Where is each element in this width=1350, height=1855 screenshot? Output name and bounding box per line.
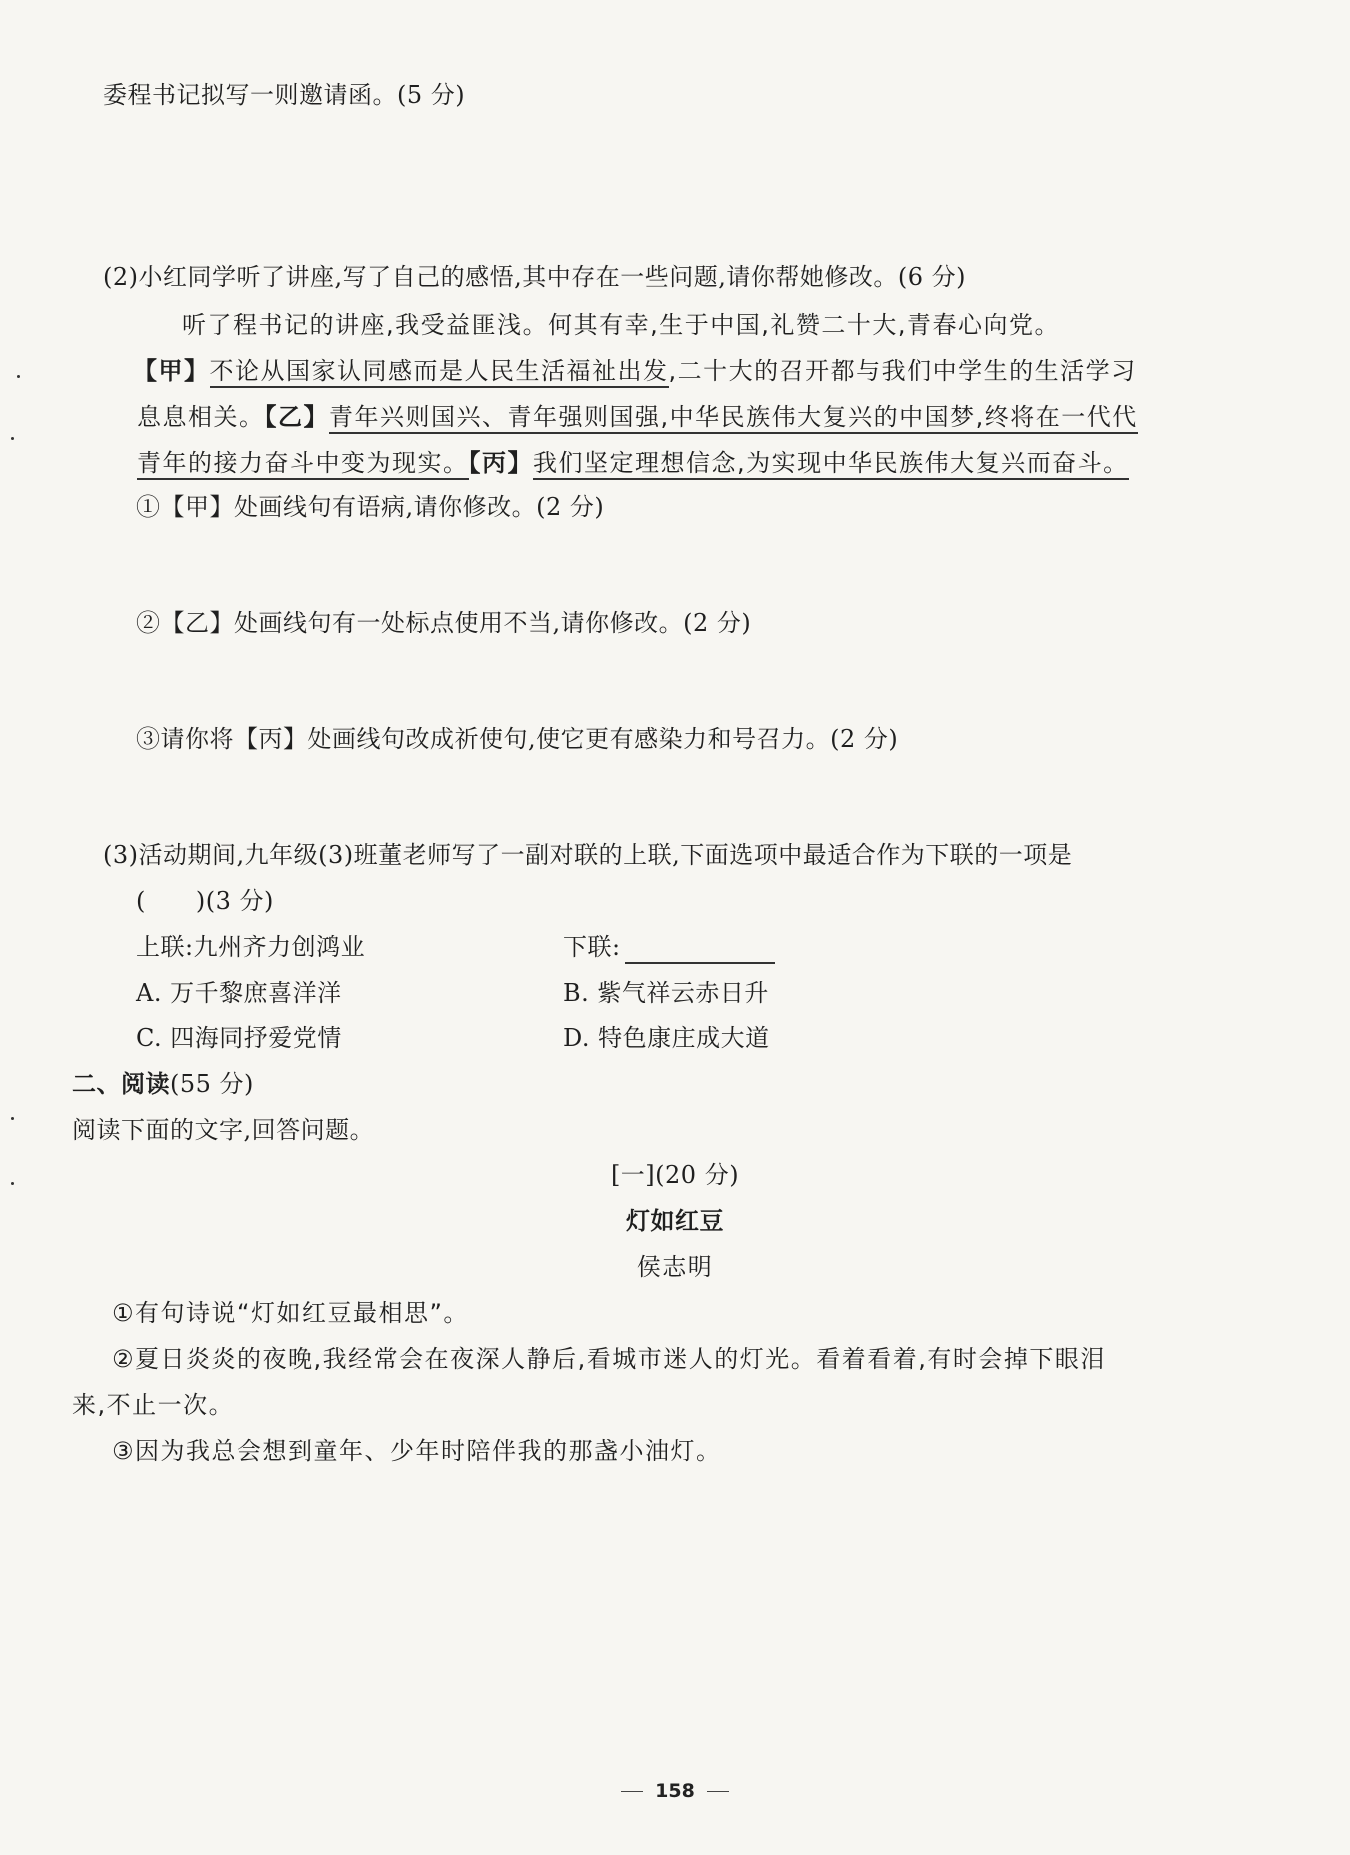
passage-line-1: 听了程书记的讲座,我受益匪浅。何其有幸,生于中国,礼赞二十大,青春心向党。 [182, 311, 1061, 339]
q1-tail: 委程书记拟写一则邀请函。(5 分) [103, 81, 466, 109]
option-b: B. 紫气祥云赤日升 [563, 979, 769, 1007]
q2-sub2: ②【乙】处画线句有一处标点使用不当,请你修改。(2 分) [136, 609, 752, 637]
margin-dot [17, 375, 20, 378]
paren-open: ( [136, 887, 146, 915]
option-d: D. 特色康庄成大道 [563, 1024, 770, 1052]
lower-couplet [563, 930, 775, 964]
tag-yi: 【乙】 [264, 403, 329, 431]
part-label: [一](20 分) [610, 1161, 740, 1189]
q2-sub3: ③请你将【丙】处画线句改成祈使句,使它更有感染力和号召力。(2 分) [136, 725, 899, 753]
option-a: A. 万千黎庶喜洋洋 [136, 979, 342, 1007]
paragraph-3: ③因为我总会想到童年、少年时陪伴我的那盏小油灯。 [112, 1437, 722, 1465]
paragraph-2-line-2: 来,不止一次。 [72, 1391, 235, 1419]
passage-line-2 [133, 354, 1137, 388]
paren-close: )(3 分) [195, 887, 274, 915]
paragraph-1: ①有句诗说“灯如红豆最相思”。 [112, 1299, 469, 1327]
page-number-right-dash [707, 1791, 729, 1792]
passage-line-3 [137, 400, 1138, 434]
tag-bing: 【丙】 [468, 449, 533, 477]
section2-title: 二、阅读 [72, 1069, 170, 1098]
paragraph-2-line-1: ②夏日炎炎的夜晚,我经常会在夜深人静后,看城市迷人的灯光。看着看着,有时会掉下眼泪 [112, 1345, 1106, 1373]
page-number [0, 1780, 1350, 1802]
section2-score: (55 分) [170, 1070, 254, 1098]
passage-line-3-start: 息息相关。 [137, 403, 265, 431]
yi-underlined-sentence-a: 青年兴则国兴、青年强则国强,中华民族伟大复兴的中国梦,终将在一代代 [329, 403, 1138, 434]
passage-line-2-rest: ,二十大的召开都与我们中学生的生活学习 [668, 357, 1137, 385]
q2-prompt: (2)小红同学听了讲座,写了自己的感悟,其中存在一些问题,请你帮她修改。(6 分) [103, 263, 967, 291]
yi-underlined-sentence-b: 青年的接力奋斗中变为现实。 [137, 449, 469, 480]
section2-heading [72, 1067, 254, 1101]
article-title: 灯如红豆 [626, 1207, 724, 1235]
q2-sub1: ①【甲】处画线句有语病,请你修改。(2 分) [136, 493, 605, 521]
margin-dot [11, 1117, 14, 1120]
lower-couplet-label: 下联: [563, 933, 621, 961]
option-c: C. 四海同抒爱党情 [136, 1024, 342, 1052]
page-number-left-dash [621, 1791, 643, 1792]
passage-line-4 [137, 446, 1129, 480]
upper-couplet: 上联:九州齐力创鸿业 [136, 933, 366, 961]
q3-answer-parens [136, 884, 274, 918]
q3-prompt: (3)活动期间,九年级(3)班董老师写了一副对联的上联,下面选项中最适合作为下联的一项是 [103, 841, 1073, 869]
article-author: 侯志明 [636, 1253, 714, 1281]
margin-dot [11, 1182, 14, 1185]
reading-instruction: 阅读下面的文字,回答问题。 [72, 1116, 375, 1144]
tag-jia: 【甲】 [133, 357, 210, 385]
page-number-text: 158 [655, 1780, 695, 1802]
jia-underlined-sentence: 不论从国家认同感而是人民生活福祉出发 [210, 357, 669, 388]
bing-underlined-sentence: 我们坚定理想信念,为实现中华民族伟大复兴而奋斗。 [533, 449, 1129, 480]
lower-couplet-blank[interactable] [625, 938, 775, 964]
margin-dot [11, 437, 14, 440]
